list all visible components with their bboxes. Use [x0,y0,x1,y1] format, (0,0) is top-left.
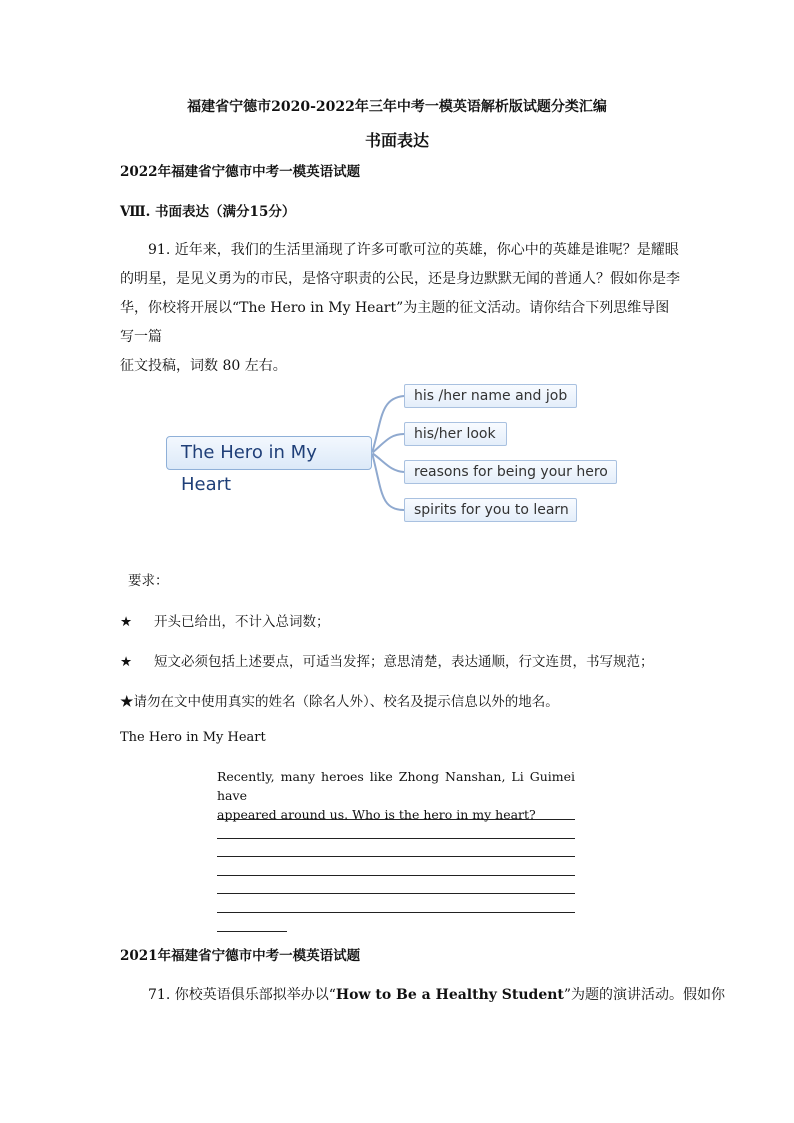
requirement-text: 开头已给出，不计入总词数； [154,614,330,630]
question-91-line: 的明星，是见义勇为的市民，是恪守职责的公民，还是身边默默无闻的普通人？假如你是李 [120,271,680,287]
requirements-heading: 要求： [128,573,169,589]
essay-opening-line: appeared around us. Who is the hero in my heart? [217,807,536,822]
question-91-line: 征文投稿，词数 80 左右。 [120,358,287,374]
section-title: 书面表达 [364,131,429,150]
document-title: 福建省宁德市2020-2022年三年中考一模英语解析版试题分类汇编 [187,99,607,115]
writing-line [217,856,575,857]
requirement-item-3: ★请勿在文中使用真实的姓名（除名人外）、校名及提示信息以外的地名。 [120,694,559,710]
exam-heading-2022: 2022年福建省宁德市中考一模英语试题 [120,164,361,180]
part-heading: Ⅷ. 书面表达（满分15分） [120,204,296,220]
requirement-item-2 [120,650,654,670]
writing-line [217,912,575,913]
writing-line [217,838,575,839]
star-icon: ★ [120,614,133,630]
question-71-suffix: ”为题的演讲活动。假如你 [563,987,726,1003]
question-71 [148,984,725,1004]
writing-line-short [217,931,287,932]
mindmap-branch-look: his/her look [404,422,507,446]
essay-opening [217,767,575,824]
question-71-prefix: 71. 你校英语俱乐部拟举办以“ [148,987,336,1003]
question-71-topic: How to Be a Healthy Student [335,987,564,1003]
question-91-line: 华，你校将开展以“The Hero in My Heart”为主题的征文活动。请你结合下列思维导图写一篇 [120,300,670,345]
writing-line [217,893,575,894]
essay-opening-line: Recently, many heroes like Zhong Nanshan, Li Guimei have [217,769,575,803]
writing-line [217,875,575,876]
question-91-line: 91. 近年来，我们的生活里涌现了许多可歌可泣的英雄，你心中的英雄是谁呢？是耀眼 [148,242,679,258]
writing-line [217,819,575,820]
essay-title: The Hero in My Heart [120,730,266,745]
mindmap-root: The Hero in My Heart [166,436,372,470]
star-icon: ★ [120,654,133,670]
requirement-text: 短文必须包括上述要点，可适当发挥；意思清楚，表达通顺，行文连贯，书写规范； [154,654,654,670]
exam-heading-2021: 2021年福建省宁德市中考一模英语试题 [120,948,361,964]
mindmap-branch-name-job: his /her name and job [404,384,577,408]
mindmap-branch-reasons: reasons for being your hero [404,460,617,484]
requirement-item-1 [120,610,330,630]
mindmap-branch-spirits: spirits for you to learn [404,498,577,522]
